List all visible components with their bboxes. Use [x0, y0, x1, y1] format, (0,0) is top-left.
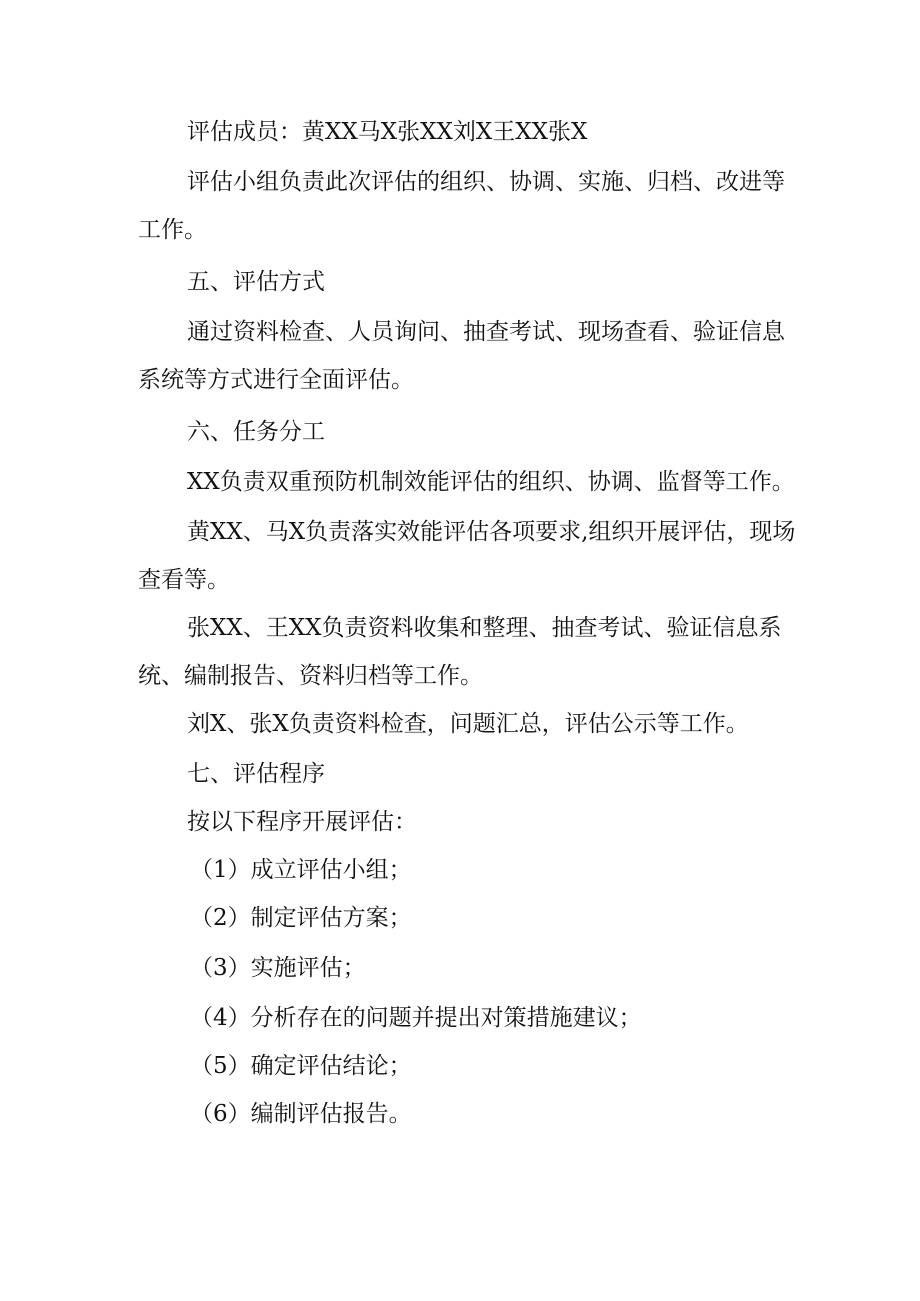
paragraph-task-zhang-wang: 张XX、王XX负责资料收集和整理、抽查考试、验证信息系统、编制报告、资料归档等工作。: [138, 615, 782, 689]
paragraph-procedure-intro: 按以下程序开展评估：: [187, 809, 417, 835]
list-item-step-4: （4）分析存在的问题并提出对策措施建议；: [190, 1005, 642, 1031]
heading-evaluation-procedure: 七、评估程序: [187, 761, 325, 787]
paragraph-task-huang-ma: 黄XX、马X负责落实效能评估各项要求,组织开展评估，现场查看等。: [138, 519, 796, 593]
list-item-step-5: （5）确定评估结论；: [190, 1053, 412, 1079]
paragraph-team-responsibility: 评估小组负责此次评估的组织、协调、实施、归档、改进等工作。: [138, 169, 785, 243]
list-item-step-6: （6）编制评估报告。: [190, 1101, 412, 1127]
list-item-step-1: （1）成立评估小组；: [190, 857, 412, 883]
paragraph-evaluation-members: 评估成员：黄XX马X张XX刘X王XX张X: [187, 119, 588, 145]
paragraph-evaluation-method: 通过资料检查、人员询问、抽查考试、现场查看、验证信息系统等方式进行全面评估。: [138, 319, 785, 393]
paragraph-task-liu-zhang: 刘X、张X负责资料检查，问题汇总，评估公示等工作。: [187, 711, 749, 737]
heading-evaluation-method: 五、评估方式: [187, 269, 325, 295]
paragraph-task-xx: XX负责双重预防机制效能评估的组织、协调、监督等工作。: [187, 469, 795, 495]
list-item-step-3: （3）实施评估；: [190, 955, 366, 981]
heading-task-division: 六、任务分工: [187, 419, 325, 445]
list-item-step-2: （2）制定评估方案；: [190, 905, 412, 931]
